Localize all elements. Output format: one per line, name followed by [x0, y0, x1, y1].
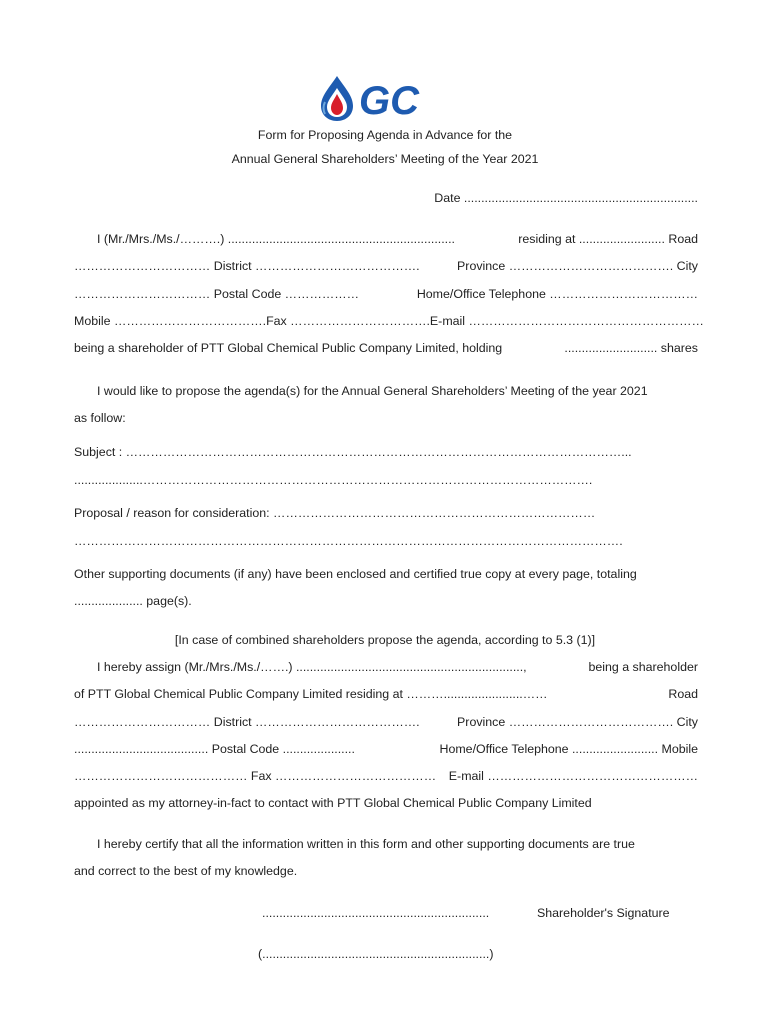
attorney-province-field[interactable]: Province …………………………………. City — [457, 715, 698, 729]
fax-field[interactable]: Fax ……………………………. — [266, 314, 430, 328]
certify-statement: I hereby certify that all the information written in this form and other supporting documents are true — [97, 837, 635, 851]
shares-field[interactable]: ........................... shares — [564, 341, 698, 355]
form-title-line2: Annual General Shareholders’ Meeting of the Year 2021 — [231, 152, 539, 166]
proposal-intro: I would like to propose the agenda(s) for the Annual General Shareholders’ Meeting of the year 2021 — [97, 384, 648, 398]
road-field[interactable]: residing at ......................... Road — [518, 232, 698, 246]
reason-field-cont[interactable]: ……………………………………………………………………………………………………………………. — [74, 534, 623, 548]
gc-logo-text: GC — [359, 79, 419, 122]
attorney-contact-row — [74, 768, 698, 784]
attorney-name-field[interactable]: I hereby assign (Mr./Mrs./Ms./…….) .................................................................., — [97, 660, 527, 674]
reason-field[interactable]: Proposal / reason for consideration: …………………………………………………………………… — [74, 506, 596, 520]
attorney-postal-row — [74, 741, 698, 757]
gc-logo — [319, 72, 451, 122]
certify-statement-cont: and correct to the best of my knowledge. — [74, 864, 298, 878]
assign-row — [97, 659, 698, 675]
signature-field[interactable]: .................................................................. — [262, 906, 490, 920]
assign-label: being a shareholder — [588, 660, 698, 674]
combined-heading: [In case of combined shareholders propose the agenda, according to 5.3 (1)] — [174, 633, 596, 647]
attorney-email-field[interactable]: E-mail …………………………………………… — [448, 769, 698, 783]
road-label: Road — [668, 687, 698, 701]
district-field[interactable]: …………………………… District …………………………………. — [74, 259, 420, 273]
subject-field[interactable]: Subject : …………………………………………………………………………………………………………... — [74, 445, 632, 459]
attorney-district-field[interactable]: …………………………… District …………………………………. — [74, 715, 420, 729]
date-field[interactable]: Date .................................................................... — [434, 191, 698, 205]
email-field[interactable]: E-mail ………………………………………………… — [429, 314, 704, 328]
attorney-fax-field[interactable]: …………………………………… Fax ………………………………… — [74, 769, 437, 783]
shareholding-row — [74, 340, 698, 356]
signature-label: Shareholder's Signature — [537, 906, 670, 920]
attorney-district-row — [74, 714, 698, 730]
signatory-name-field[interactable]: (..................................................................) — [258, 947, 494, 961]
postal-code-field[interactable]: …………………………… Postal Code ……………… — [74, 287, 360, 301]
name-field[interactable]: I (Mr./Mrs./Ms./……….) .................................................................. — [97, 232, 455, 246]
supporting-docs-statement: Other supporting documents (if any) have been enclosed and certified true copy at every page, totaling — [74, 567, 637, 581]
proposal-intro-cont: as follow: — [74, 411, 126, 425]
postal-telephone-row — [74, 286, 698, 302]
form-title-line1: Form for Proposing Agenda in Advance for the — [257, 128, 513, 142]
province-city-field[interactable]: Province …………………………………. City — [457, 259, 698, 273]
district-province-row — [74, 258, 698, 274]
attorney-postal-field[interactable]: ....................................... Postal Code ..................... — [74, 742, 355, 756]
flame-icon — [321, 76, 353, 121]
subject-field-cont[interactable]: ....................………………………………………………………………………………………………. — [74, 473, 593, 487]
attorney-residence-row — [74, 686, 698, 702]
mobile-fax-email-row — [74, 313, 704, 329]
page-count-field[interactable]: .................... page(s). — [74, 594, 192, 608]
shareholder-statement: being a shareholder of PTT Global Chemical Public Company Limited, holding — [74, 341, 503, 355]
attorney-telephone-field[interactable]: Home/Office Telephone ......................... Mobile — [439, 742, 698, 756]
mobile-field[interactable]: Mobile ………………………………. — [74, 314, 267, 328]
telephone-field[interactable]: Home/Office Telephone ……………………………… — [416, 287, 698, 301]
attorney-residence-field[interactable]: of PTT Global Chemical Public Company Limited residing at ……….......................…… — [74, 687, 548, 701]
name-residence-row — [97, 231, 698, 247]
appointment-statement: appointed as my attorney-in-fact to contact with PTT Global Chemical Public Company Limited — [74, 796, 592, 810]
